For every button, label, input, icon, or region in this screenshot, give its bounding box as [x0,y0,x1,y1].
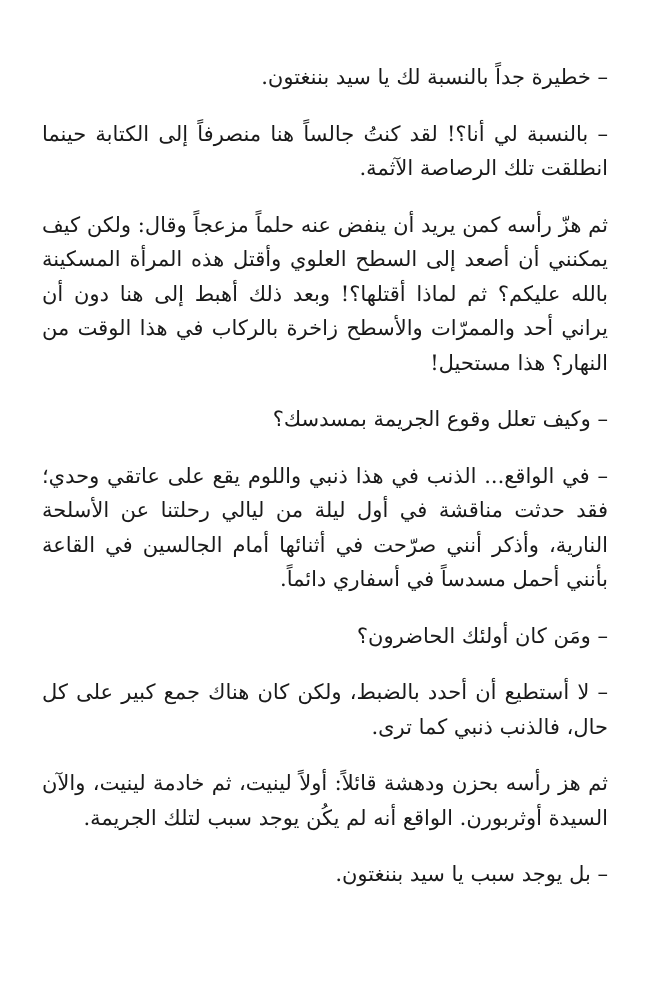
dialogue-line-4: – في الواقع... الذنب في هذا ذنبي واللوم يقع على عاتقي وحدي؛ فقد حدثت مناقشة في أول ليلة من ليالي رحلتنا عن الأسلحة النارية، وأذكر أنني صرّحت في أثنائها أمام الجالسين في القاعة بأنني أحمل مسدساً في أسفاري دائماً. [42,463,608,591]
narration-paragraph-1: ثم هزّ رأسه كمن يريد أن ينفض عنه حلماً مزعجاً وقال: ولكن كيف يمكنني أن أصعد إلى السطح العلوي وأقتل هذه المرأة المسكينة بالله عليكم؟ ثم لماذا أقتلها؟! وبعد ذلك أهبط إلى هنا دون أن يراني أحد والممرّات والأسطح زاخرة بالركاب في هذا الوقت من النهار؟ هذا مستحيل! [42,212,608,375]
dialogue-line-3: – وكيف تعلل وقوع الجريمة بمسدسك؟ [272,407,608,431]
dialogue-line-7: – بل يوجد سبب يا سيد بننغتون. [335,862,608,886]
dialogue-line-5: – ومَن كان أولئك الحاضرون؟ [356,623,608,648]
dialogue-line-2: – بالنسبة لي أنا؟! لقد كنتُ جالساً هنا منصرفاً إلى الكتابة حينما انطلقت تلك الرصاصة الآثمة. [42,121,608,180]
dialogue-line-6: – لا أستطيع أن أحدد بالضبط، ولكن كان هناك جمع كبير على كل حال، فالذنب ذنبي كما ترى. [42,680,608,739]
narration-paragraph-2: ثم هز رأسه بحزن ودهشة قائلاً: أولاً لينيت، ثم خادمة لينيت، والآن السيدة أوثربورن. الواقع أنه لم يكُن يوجد سبب لتلك الجريمة. [42,771,608,830]
dialogue-line-1: – خطيرة جداً بالنسبة لك يا سيد بننغتون. [261,65,608,89]
